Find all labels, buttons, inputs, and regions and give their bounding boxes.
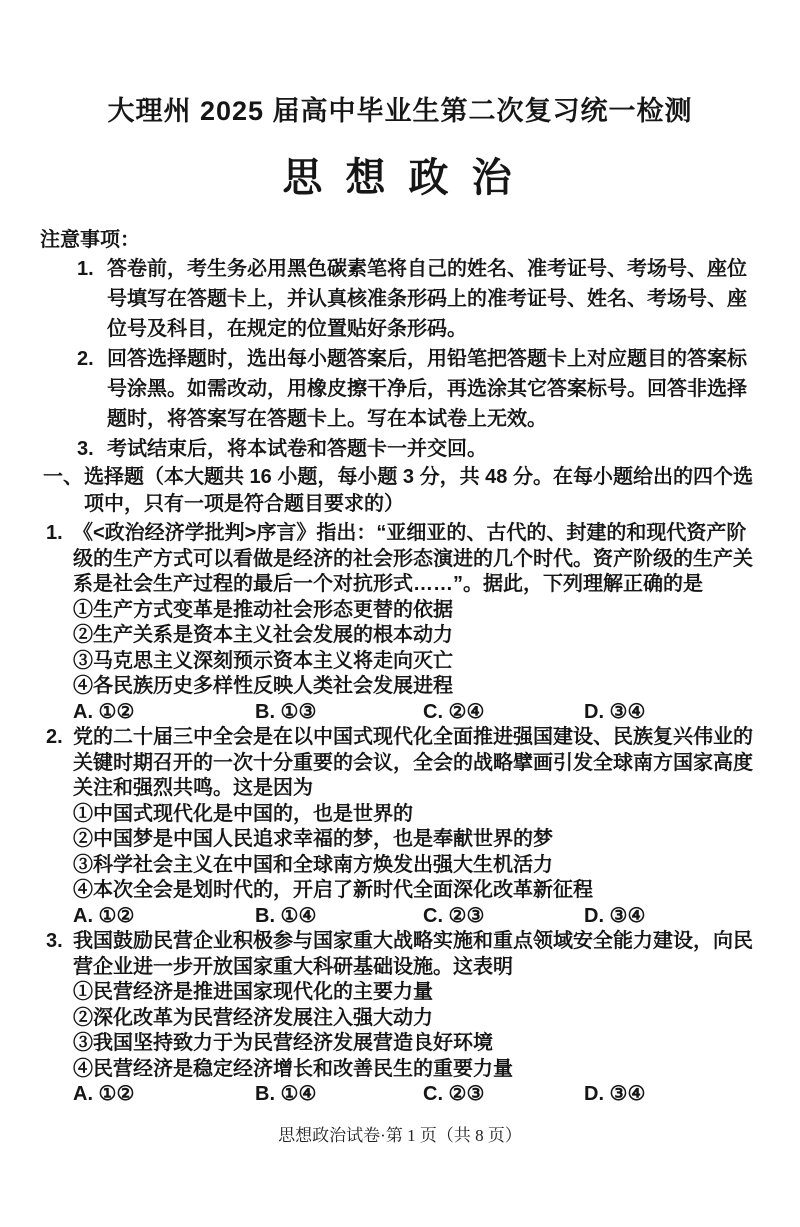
question-1-option-a: A. ①② [73, 700, 135, 723]
question-3 [40, 929, 764, 1108]
notice-item-3-number: 3. [77, 438, 94, 460]
notice-item-2-text: 回答选择题时，选出每小题答案后，用铅笔把答题卡上对应题目的答案标号涂黑。如需改动，用橡皮擦干净后，再选涂其它答案标号。回答非选择题时，将答案写在答题卡上。写在本试卷上无效。 [107, 348, 747, 430]
question-2-number: 2. [46, 726, 63, 748]
notice-item-1 [40, 254, 762, 344]
notice-item-1-text: 答卷前，考生务必用黑色碳素笔将自己的姓名、准考证号、考场号、座位号填写在答题卡上，并认真核准条形码上的准考证号、姓名、考场号、座位号及科目，在规定的位置贴好条形码。 [107, 258, 747, 340]
notice-item-3 [40, 434, 762, 464]
question-1-number: 1. [46, 522, 63, 544]
question-3-statement-2: ②深化改革为民营经济发展注入强大动力 [73, 1006, 433, 1029]
question-1-statement-4: ④各民族历史多样性反映人类社会发展进程 [73, 675, 453, 697]
question-1-stem: 《<政治经济学批判>序言》指出：“亚细亚的、古代的、封建的和现代资产阶级的生产方式可以看做是经济的社会形态演进的几个时代。资产阶级的生产关系是社会生产过程的最后一个对抗形式……”。据此，下列理解正确的是 [73, 522, 753, 595]
exam-title: 大理州 2025 届高中毕业生第二次复习统一检测 [107, 96, 693, 126]
question-2-option-c: C. ②③ [423, 904, 485, 927]
question-2-option-a: A. ①② [73, 904, 135, 927]
page-footer: 思想政治试卷·第 1 页（共 8 页） [278, 1126, 522, 1145]
question-3-option-d: D. ③④ [584, 1083, 646, 1105]
question-1-options [73, 700, 764, 726]
question-list [40, 521, 764, 1108]
section-number: 一、 [43, 466, 83, 488]
question-2-statement-1: ①中国式现代化是中国的，也是世界的 [73, 802, 413, 825]
question-1 [40, 521, 764, 725]
question-2-statement-2: ②中国梦是中国人民追求幸福的梦，也是奉献世界的梦 [73, 828, 553, 850]
question-2-stem: 党的二十届三中全会是在以中国式现代化全面推进强国建设、民族复兴伟业的关键时期召开的一次十分重要的会议，全会的战略擘画引发全球南方国家高度关注和强烈共鸣。这是因为 [73, 726, 753, 799]
question-1-statement-1: ①生产方式变革是推动社会形态更替的依据 [73, 598, 453, 621]
question-3-statement-3: ③我国坚持致力于为民营经济发展营造良好环境 [73, 1032, 493, 1054]
question-3-option-c: C. ②③ [423, 1083, 485, 1105]
question-1-option-c: C. ②④ [423, 700, 485, 723]
notice-item-1-number: 1. [77, 258, 94, 280]
question-3-stem: 我国鼓励民营企业积极参与国家重大战略实施和重点领域安全能力建设，向民营企业进一步开放国家重大科研基础设施。这表明 [73, 930, 753, 978]
question-1-statement-3: ③马克思主义深刻预示资本主义将走向灭亡 [73, 649, 453, 672]
question-2-statement-3: ③科学社会主义在中国和全球南方焕发出强大生机活力 [73, 853, 553, 876]
question-3-option-a: A. ①② [73, 1083, 135, 1105]
notice-section [40, 226, 762, 464]
question-3-options [73, 1082, 764, 1108]
question-3-statement-1: ①民营经济是推进国家现代化的主要力量 [73, 981, 433, 1003]
notice-item-2 [40, 344, 762, 434]
question-2-option-b: B. ①④ [255, 904, 317, 927]
question-3-statement-4: ④民营经济是稳定经济增长和改善民生的重要力量 [73, 1057, 513, 1080]
question-3-number: 3. [46, 930, 63, 952]
notice-item-2-number: 2. [77, 348, 94, 370]
question-3-option-b: B. ①④ [255, 1083, 317, 1105]
question-1-statement-2: ②生产关系是资本主义社会发展的根本动力 [73, 624, 453, 646]
subject-title: 思 想 政 治 [282, 156, 518, 200]
question-2-statement-4: ④本次全会是划时代的，开启了新时代全面深化改革新征程 [73, 879, 593, 901]
notice-heading: 注意事项： [40, 229, 140, 251]
question-2-option-d: D. ③④ [584, 904, 646, 927]
section-heading [40, 464, 764, 518]
notice-item-3-text: 考试结束后，将本试卷和答题卡一并交回。 [107, 438, 487, 460]
question-2 [40, 725, 764, 929]
section-heading-text: 选择题（本大题共 16 小题，每小题 3 分，共 48 分。在每小题给出的四个选项中，只有一项是符合题目要求的） [84, 466, 753, 515]
question-1-option-d: D. ③④ [584, 700, 646, 723]
question-1-option-b: B. ①③ [255, 700, 317, 723]
question-2-options [73, 904, 764, 930]
